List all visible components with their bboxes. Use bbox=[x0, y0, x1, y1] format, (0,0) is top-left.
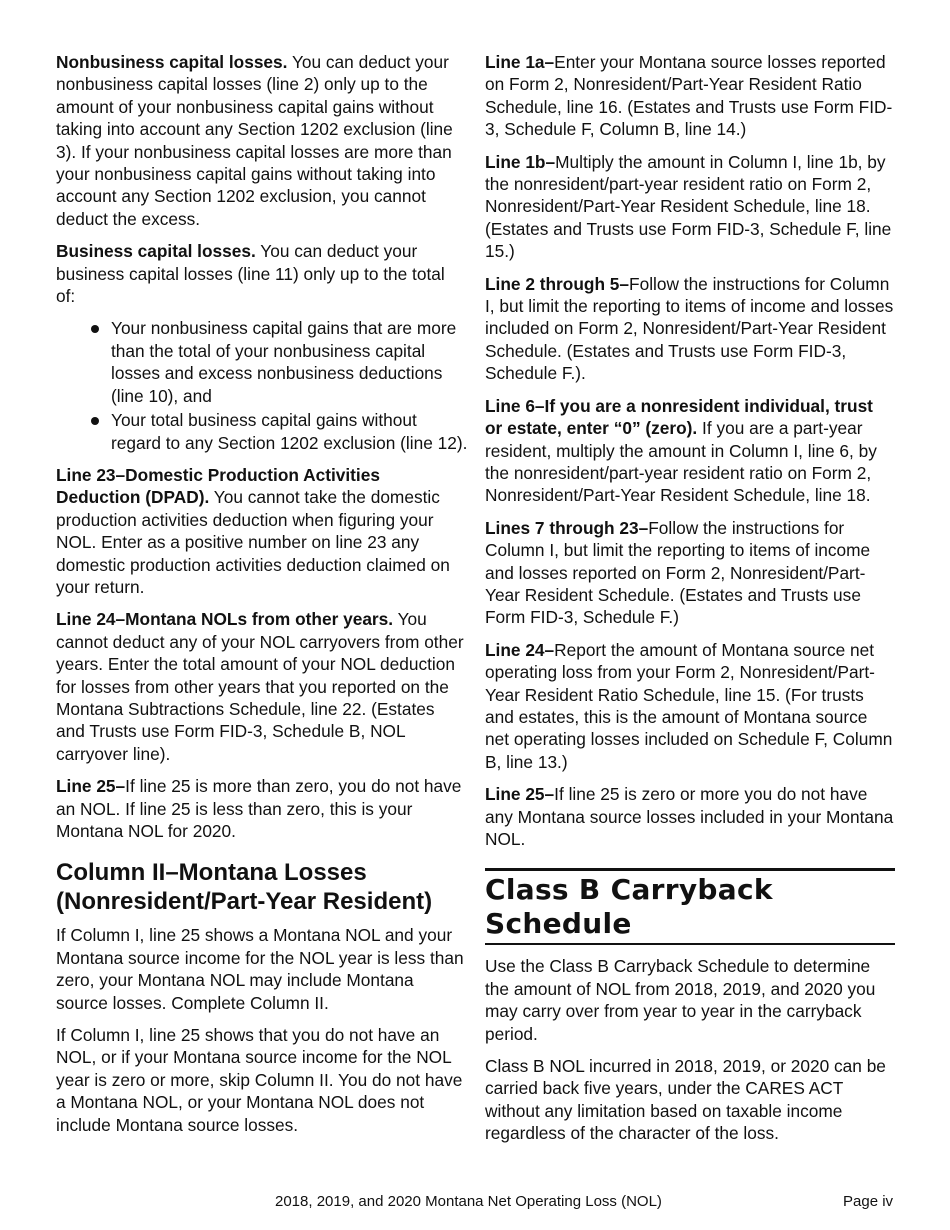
paragraph-text: If you are a part-year resident, multiply the amount in Column I, line 6, by the nonresident/part-year resident ratio on Form 2, Nonresident/Part-Year Resident Schedule, line 18. bbox=[485, 418, 877, 506]
paragraph-text: Report the amount of Montana source net operating loss from your Form 2, Nonresident/Part-Year Resident Ratio Schedule, line 15. (For trusts and estates, this is the amount of Montana source net operating losses included on Schedule F, Column B, line 13.) bbox=[485, 639, 893, 772]
list-item: Your total business capital gains without regard to any Section 1202 exclusion (line 12). bbox=[111, 410, 468, 453]
paragraph-line-24 bbox=[485, 639, 895, 773]
paragraph-lines-7-through-23 bbox=[485, 517, 895, 629]
paragraph-line-24 bbox=[56, 608, 468, 765]
paragraph-business-capital-losses bbox=[56, 240, 468, 307]
paragraph-line-25 bbox=[56, 775, 468, 842]
paragraph-heading: Line 6–If you are a nonresident individual, trust or estate, enter “0” (zero). bbox=[485, 395, 873, 439]
paragraph-heading: Line 25– bbox=[485, 784, 555, 805]
paragraph-text: You cannot take the domestic production activities deduction when figuring your NOL. Enter as a positive number on line 23 any domestic production activities deduction claimed on your return. bbox=[56, 487, 450, 597]
paragraph: If Column I, line 25 shows that you do not have an NOL, or if your Montana source income for the NOL year is zero or more, skip Column II. You do not have a Montana NOL, or your Montana NOL does not include Montana source losses. bbox=[56, 1025, 463, 1135]
bullet-list bbox=[56, 317, 468, 453]
paragraph-heading: Line 1a– bbox=[485, 52, 555, 72]
paragraph-text: You can deduct your business capital losses (line 11) only up to the total of: bbox=[56, 241, 445, 307]
paragraph-text: Multiply the amount in Column I, line 1b, by the nonresident/part-year resident ratio on Form 2, Nonresident/Part-Year Resident Schedule, line 18. (Estates and Trusts use Form FID-3, Schedule F, line 15.) bbox=[485, 151, 892, 262]
paragraph-line-25 bbox=[485, 783, 895, 850]
list-item: Your nonbusiness capital gains that are more than the total of your nonbusiness capital losses and excess nonbusiness deductions (line 10), and bbox=[111, 317, 468, 407]
paragraph-text: Follow the instructions for Column I, but limit the reporting to items of income and losses reported on Form 2, Nonresident/Part-Year Resident Schedule. (Estates and Trusts use Form FID-3, Schedule F.) bbox=[485, 517, 871, 628]
left-column bbox=[56, 51, 468, 1146]
paragraph: Use the Class B Carryback Schedule to determine the amount of NOL from 2018, 2019, and 2020 you may carry over from year to year in the carryback period. bbox=[485, 956, 876, 1044]
paragraph-heading: Line 24– bbox=[485, 639, 555, 660]
paragraph-text: You can deduct your nonbusiness capital losses (line 2) only up to the amount of your nonbusiness capital gains without taking into account any Section 1202 exclusion (line 3). If your nonbusiness capital losses are more than your nonbusiness capital gains without taking into account any Section 1202 exclusion, you cannot deduct the excess. bbox=[56, 52, 453, 229]
section-heading-class-b: Class B Carryback Schedule bbox=[485, 873, 773, 941]
paragraph-line-1b bbox=[485, 151, 895, 263]
footer-title: 2018, 2019, and 2020 Montana Net Operating Loss (NOL) bbox=[275, 1193, 662, 1210]
paragraph-text: If line 25 is zero or more you do not have any Montana source losses included in your Montana NOL. bbox=[485, 784, 894, 849]
paragraph-heading: Nonbusiness capital losses. bbox=[56, 52, 288, 72]
paragraph-line-23 bbox=[56, 464, 468, 598]
paragraph-line-2-through-5 bbox=[485, 273, 895, 385]
paragraph-line-6 bbox=[485, 395, 895, 507]
paragraph: Class B NOL incurred in 2018, 2019, or 2020 can be carried back five years, under the CARES ACT without any limitation based on taxable income regardless of the character of the loss. bbox=[485, 1056, 886, 1144]
paragraph-heading: Business capital losses. bbox=[56, 241, 256, 262]
paragraph-heading: Line 2 through 5– bbox=[485, 273, 630, 294]
section-heading-column-ii: Column II–Montana Losses (Nonresident/Part-Year Resident) bbox=[56, 859, 433, 916]
heading-rule-bottom bbox=[485, 943, 895, 945]
paragraph-line-1a bbox=[485, 51, 895, 141]
paragraph-heading: Line 25– bbox=[56, 776, 126, 797]
paragraph-heading: Line 1b– bbox=[485, 151, 556, 172]
paragraph-text: Follow the instructions for Column I, but limit the reporting to items of income and losses included on Form 2, Nonresident/Part-Year Resident Schedule. (Estates and Trusts use Form FID-3, Schedule F.). bbox=[485, 273, 894, 384]
paragraph-text: You cannot deduct any of your NOL carryovers from other years. Enter the total amount of your NOL deduction for losses from other years that you reported on the Montana Subtractions Schedule, line 22. (Estates and Trusts use Form FID-3, Schedule B, NOL carryover line). bbox=[56, 609, 464, 764]
paragraph-heading: Line 23–Domestic Production Activities Deduction (DPAD). bbox=[56, 464, 380, 508]
paragraph-heading: Line 24–Montana NOLs from other years. bbox=[56, 609, 394, 630]
paragraph: If Column I, line 25 shows a Montana NOL and your Montana source income for the NOL year is less than zero, your Montana NOL may include Montana source losses. Complete Column II. bbox=[56, 925, 464, 1013]
paragraph-nonbusiness-capital-losses bbox=[56, 51, 468, 230]
paragraph-text: If line 25 is more than zero, you do not have an NOL. If line 25 is less than zero, this is your Montana NOL for 2020. bbox=[56, 776, 462, 841]
page-number: Page iv bbox=[843, 1193, 894, 1210]
right-column bbox=[485, 51, 895, 1155]
paragraph-heading: Lines 7 through 23– bbox=[485, 517, 649, 538]
paragraph-text: Enter your Montana source losses reported on Form 2, Nonresident/Part-Year Resident Ratio Schedule, line 16. (Estates and Trusts use Form FID-3, Schedule F, Column B, line 14.) bbox=[485, 52, 893, 140]
